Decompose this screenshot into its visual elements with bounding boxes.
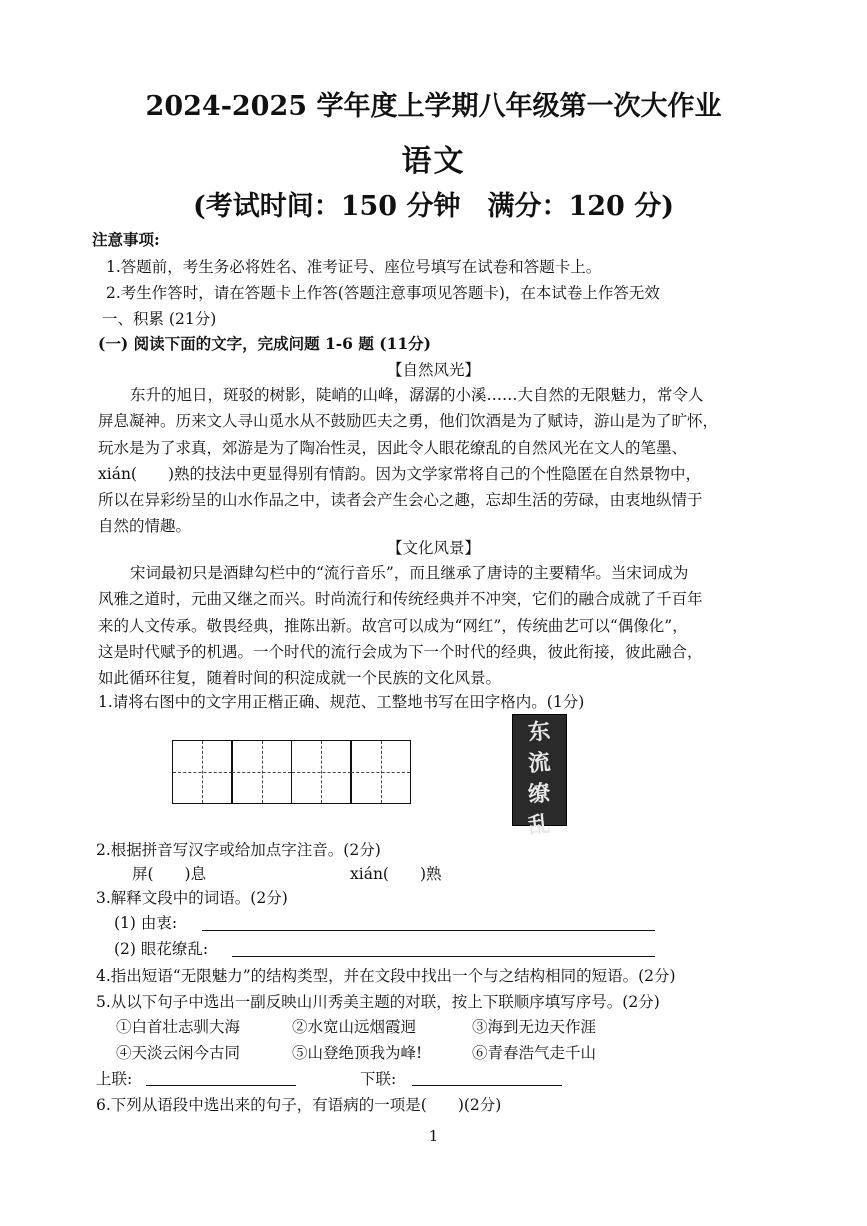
passage2-line: 风雅之道时，元曲又继之而兴。时尚流行和传统经典并不冲突，它们的融合成就了千百年 bbox=[98, 590, 703, 609]
q5-upper-label: 上联: bbox=[96, 1070, 133, 1088]
passage1-title: 【自然风光】 bbox=[386, 361, 480, 379]
question-6: 6.下列从语段中选出来的句子，有语病的一项是( )(2分) bbox=[96, 1096, 502, 1114]
question-3-b: (2) 眼花缭乱: bbox=[114, 940, 209, 958]
passage2-line: 如此循环往复，随着时间的积淀成就一个民族的文化风景。 bbox=[98, 669, 502, 688]
passage1-body bbox=[98, 382, 778, 540]
tianzige-grid[interactable] bbox=[173, 740, 411, 804]
passage1-line: 东升的旭日，斑驳的树影，陡峭的山峰，潺潺的小溪……大自然的无限魅力，常令人 bbox=[130, 386, 704, 404]
calligraphy-char: 乱 bbox=[527, 810, 552, 840]
notice-item-2: 2.考生作答时，请在答题卡上作答(答题注意事项见答题卡)，在本试卷上作答无效 bbox=[106, 284, 660, 302]
question-1: 1.请将右图中的文字用正楷正确、规范、工整地书写在田字格内。(1分) bbox=[98, 693, 585, 711]
q5-option: ⑤山登绝顶我为峰! bbox=[292, 1044, 423, 1062]
notice-heading: 注意事项: bbox=[92, 230, 160, 249]
tianzige-cell[interactable] bbox=[172, 740, 233, 804]
calligraphy-char: 东 bbox=[527, 717, 552, 747]
question-2-b: xián( )熟 bbox=[350, 865, 442, 883]
passage1-line: 所以在异彩纷呈的山水作品之中，读者会产生会心之趣，忘却生活的劳碌，由衷地纵情于 bbox=[98, 491, 703, 510]
q5-option: ②水宽山远烟霞迥 bbox=[292, 1018, 417, 1036]
passage2-line: 来的人文传承。敬畏经典，推陈出新。故宫可以成为“网红”，传统曲艺可以“偶像化”， bbox=[98, 616, 688, 635]
q5-option: ⑥青春浩气走千山 bbox=[472, 1044, 597, 1062]
q5-option: ③海到无边天作涯 bbox=[472, 1018, 597, 1036]
passage1-line: 玩水是为了求真，郊游是为了陶冶性灵，因此令人眼花缭乱的自然风光在文人的笔墨、 bbox=[98, 438, 688, 457]
sub-section-heading: (一) 阅读下面的文字，完成问题 1-6 题 (11分) bbox=[98, 334, 431, 353]
answer-line[interactable] bbox=[202, 929, 655, 931]
upper-answer-line[interactable] bbox=[146, 1084, 296, 1086]
q5-option: ①白首壮志驯大海 bbox=[116, 1018, 241, 1036]
page-number: 1 bbox=[428, 1127, 439, 1145]
tianzige-cell[interactable] bbox=[350, 740, 411, 804]
question-3-a: (1) 由衷: bbox=[114, 914, 178, 932]
exam-title: 2024-2025 学年度上学期八年级第一次大作业 bbox=[145, 91, 722, 122]
answer-line[interactable] bbox=[232, 955, 655, 957]
tianzige-cell[interactable] bbox=[231, 740, 292, 804]
q5-option: ④天淡云闲今古同 bbox=[116, 1044, 241, 1062]
passage2-title: 【文化风景】 bbox=[386, 539, 480, 557]
calligraphy-image bbox=[512, 714, 567, 840]
calligraphy-char: 流 bbox=[527, 748, 552, 778]
question-4: 4.指出短语“无限魅力”的结构类型，并在文段中找出一个与之结构相同的短语。(2分) bbox=[96, 967, 676, 985]
question-3: 3.解释文段中的词语。(2分) bbox=[96, 889, 288, 907]
exam-info: (考试时间：150 分钟 满分：120 分) bbox=[192, 191, 675, 222]
passage2-line: 宋词最初只是酒肆勾栏中的“流行音乐”，而且继承了唐诗的主要精华。当宋词成为 bbox=[130, 564, 689, 582]
calligraphy-char: 缭 bbox=[527, 779, 552, 809]
section-heading: 一、积累 (21分) bbox=[102, 310, 217, 328]
notice-item-1: 1.答题前，考生务必将姓名、准考证号、座位号填写在试卷和答题卡上。 bbox=[106, 258, 602, 276]
question-5: 5.从以下句子中选出一副反映山川秀美主题的对联，按上下联顺序填写序号。(2分) bbox=[96, 993, 660, 1011]
question-2: 2.根据拼音写汉字或给加点字注音。(2分) bbox=[96, 841, 381, 859]
question-2-a: 屏( )息 bbox=[132, 865, 207, 883]
passage1-line: xián( )熟的技法中更显得别有情韵。因为文学家常将自己的个性隐匿在自然景物中， bbox=[98, 464, 702, 483]
tianzige-cell[interactable] bbox=[291, 740, 352, 804]
passage1-line: 自然的情趣。 bbox=[98, 517, 192, 536]
passage1-line: 屏息凝神。历来文人寻山觅水从不鼓励匹夫之勇，他们饮酒是为了赋诗，游山是为了旷怀， bbox=[98, 412, 719, 431]
passage2-line: 这是时代赋予的机遇。一个时代的流行会成为下一个时代的经典，彼此衔接，彼此融合， bbox=[98, 642, 703, 661]
lower-answer-line[interactable] bbox=[412, 1084, 562, 1086]
subject-title: 语文 bbox=[401, 144, 466, 179]
passage2-body bbox=[98, 560, 778, 691]
q5-lower-label: 下联: bbox=[360, 1070, 397, 1088]
